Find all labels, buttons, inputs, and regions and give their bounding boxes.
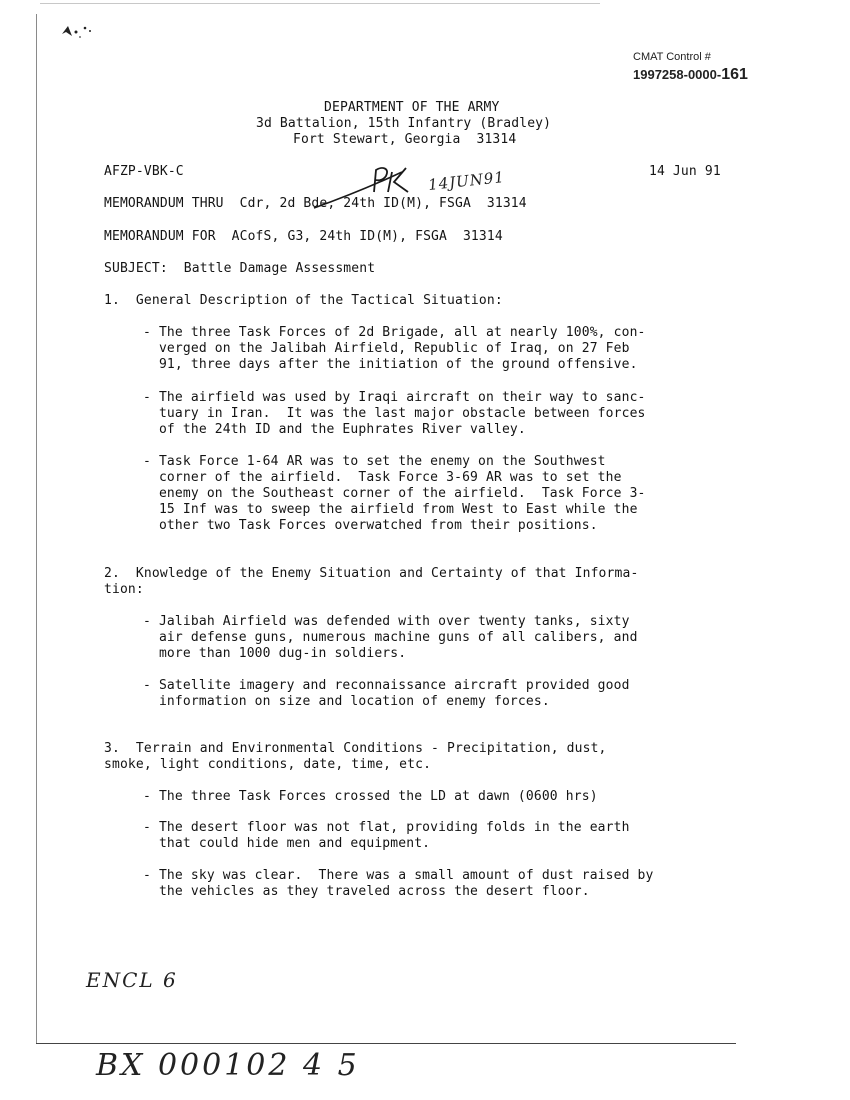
cmat-control-label: CMAT Control #: [633, 51, 711, 63]
text-line: 15 Inf was to sweep the airfield from West to East while the: [143, 502, 638, 517]
text-line: - The three Task Forces crossed the LD at dawn (0600 hrs): [143, 789, 598, 804]
text-line: that could hide men and equipment.: [143, 836, 431, 851]
text-line: - Task Force 1-64 AR was to set the enemy on the Southwest: [143, 454, 606, 469]
fax-mark-icon: [58, 22, 118, 46]
letterhead-line1: DEPARTMENT OF THE ARMY: [324, 100, 500, 115]
text-line: information on size and location of enemy forces.: [143, 694, 550, 709]
office-symbol: AFZP-VBK-C: [104, 164, 184, 179]
text-line: - The sky was clear. There was a small amount of dust raised by: [143, 868, 654, 883]
text-line: air defense guns, numerous machine guns of all calibers, and: [143, 630, 638, 645]
text-line: enemy on the Southeast corner of the airfield. Task Force 3-: [143, 486, 646, 501]
handwritten-bates-number: BX 000102 4 5: [96, 1048, 360, 1083]
cmat-number-suffix: 161: [721, 66, 748, 83]
section3-heading-cont: smoke, light conditions, date, time, etc.: [104, 757, 432, 772]
text-line: verged on the Jalibah Airfield, Republic of Iraq, on 27 Feb: [143, 341, 630, 356]
handwritten-enclosure: ENCL 6: [86, 968, 178, 992]
left-margin-line: [36, 14, 37, 1044]
cmat-control-number: [633, 66, 748, 84]
memorandum-for: MEMORANDUM FOR ACofS, G3, 24th ID(M), FSGA 31314: [104, 229, 503, 244]
section2-heading: 2. Knowledge of the Enemy Situation and Certainty of that Informa-: [104, 566, 639, 581]
memo-date: 14 Jun 91: [649, 164, 721, 179]
text-line: - Satellite imagery and reconnaissance aircraft provided good: [143, 678, 630, 693]
text-line: more than 1000 dug-in soldiers.: [143, 646, 407, 661]
text-line: the vehicles as they traveled across the desert floor.: [143, 884, 590, 899]
text-line: tuary in Iran. It was the last major obstacle between forces: [143, 406, 646, 421]
letterhead-line3: Fort Stewart, Georgia 31314: [293, 132, 517, 147]
subject-line: SUBJECT: Battle Damage Assessment: [104, 261, 376, 276]
memorandum-thru: MEMORANDUM THRU Cdr, 2d Bde, 24th ID(M), FSGA 31314: [104, 196, 527, 211]
text-line: - The three Task Forces of 2d Brigade, all at nearly 100%, con-: [143, 325, 646, 340]
text-line: other two Task Forces overwatched from their positions.: [143, 518, 598, 533]
text-line: corner of the airfield. Task Force 3-69 AR was to set the: [143, 470, 622, 485]
letterhead-line2: 3d Battalion, 15th Infantry (Bradley): [256, 116, 552, 131]
cmat-number-main: 1997258-0000-: [633, 67, 722, 82]
text-line: - Jalibah Airfield was defended with over twenty tanks, sixty: [143, 614, 630, 629]
section3-heading: 3. Terrain and Environmental Conditions - Precipitation, dust,: [104, 741, 607, 756]
text-line: of the 24th ID and the Euphrates River valley.: [143, 422, 526, 437]
top-edge-line: [40, 3, 600, 4]
handwritten-date: 14JUN91: [427, 168, 506, 194]
text-line: 91, three days after the initiation of the ground offensive.: [143, 357, 638, 372]
text-line: - The airfield was used by Iraqi aircraft on their way to sanc-: [143, 390, 646, 405]
section1-heading: 1. General Description of the Tactical Situation:: [104, 293, 503, 308]
text-line: - The desert floor was not flat, providing folds in the earth: [143, 820, 630, 835]
section2-heading-cont: tion:: [104, 582, 144, 597]
bottom-rule-line: [36, 1043, 736, 1044]
